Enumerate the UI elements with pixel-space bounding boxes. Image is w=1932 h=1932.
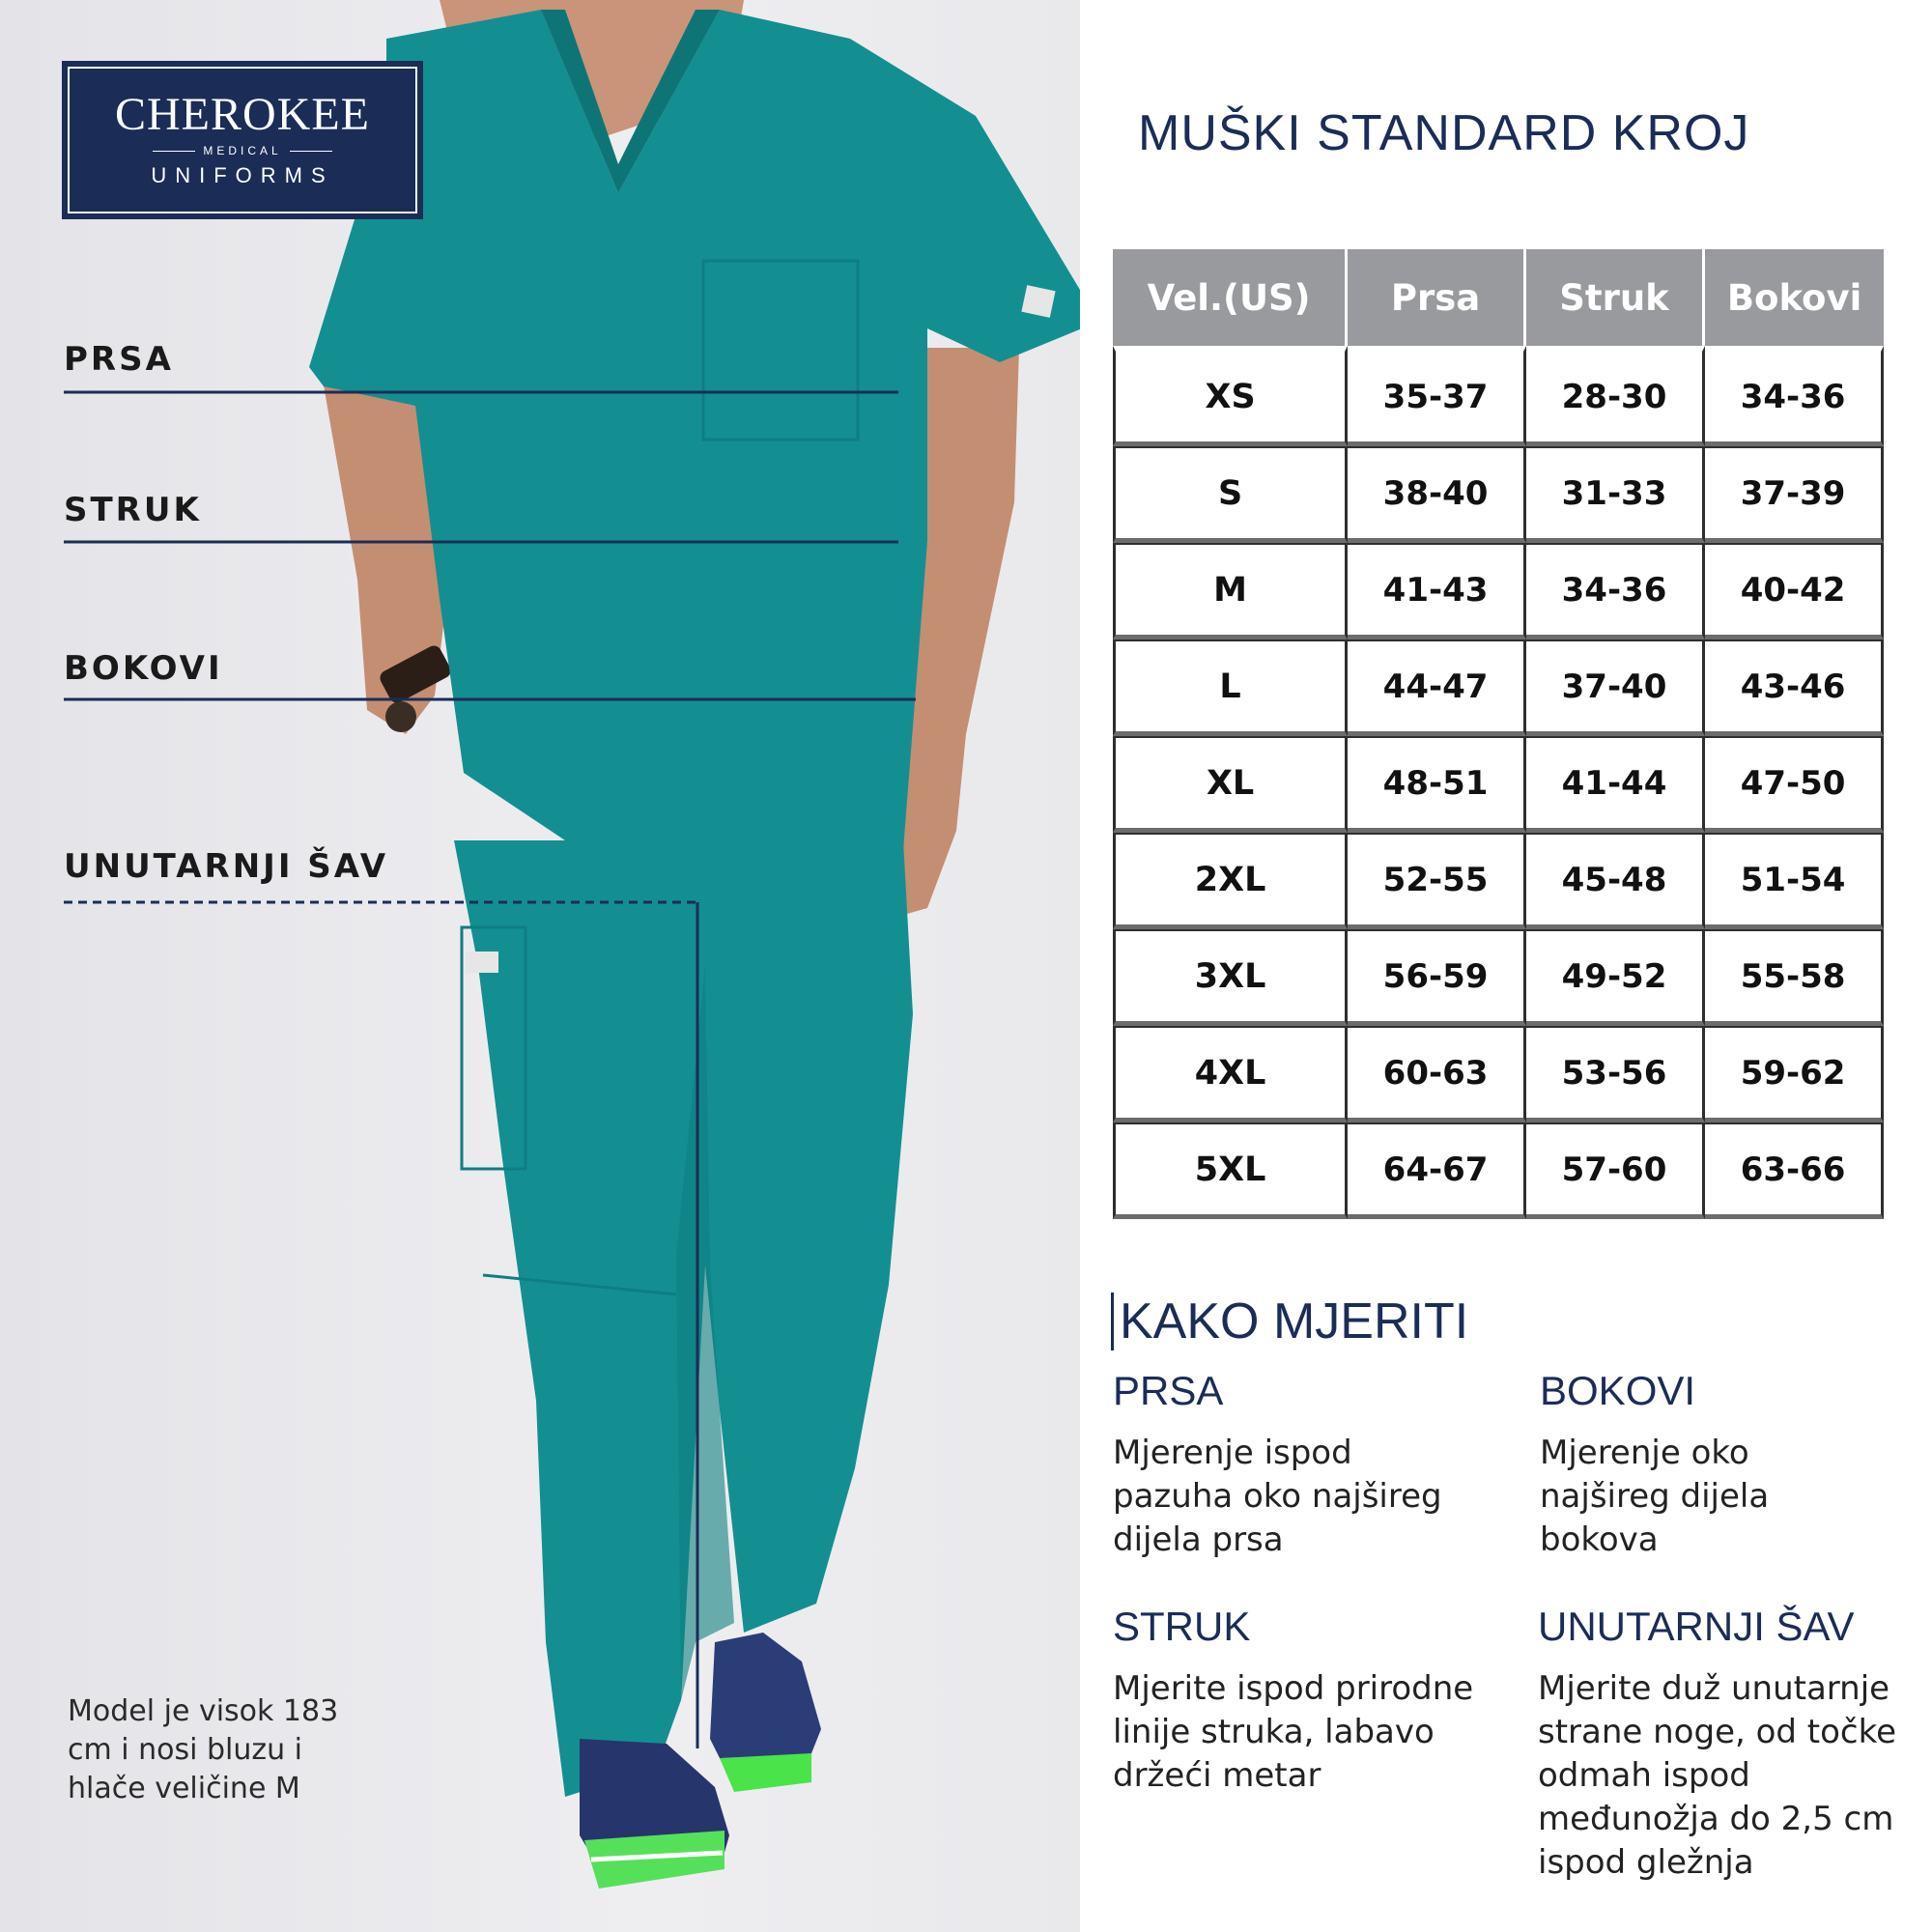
table-cell: 52-55 (1348, 833, 1526, 929)
table-cell: 57-60 (1526, 1122, 1705, 1219)
table-cell: 56-59 (1348, 929, 1526, 1026)
table-cell: 51-54 (1705, 833, 1884, 929)
table-row (1113, 736, 1884, 833)
table-cell: 31-33 (1526, 446, 1705, 543)
table-row (1113, 346, 1884, 446)
table-cell: 37-40 (1526, 639, 1705, 736)
table-cell-size: XL (1113, 736, 1348, 833)
table-cell: 43-46 (1705, 639, 1884, 736)
table-cell: 55-58 (1705, 929, 1884, 1026)
measure-label-bokovi: BOKOVI (64, 649, 223, 688)
table-cell: 28-30 (1526, 346, 1705, 446)
how-to-struk (1113, 1602, 1499, 1798)
logo-sub: MEDICAL (203, 144, 282, 157)
how-to-bokovi-heading: BOKOVI (1540, 1368, 1696, 1413)
table-cell: 41-44 (1526, 736, 1705, 833)
column-header: Bokovi (1705, 249, 1884, 346)
how-to-prsa-text: Mjerenje ispod pazuha oko najšireg dijela prsa (1113, 1434, 1442, 1559)
measure-label-prsa: PRSA (64, 340, 174, 379)
how-to-struk-heading: STRUK (1113, 1604, 1251, 1649)
table-cell-size: L (1113, 639, 1348, 736)
how-to-struk-text: Mjerite ispod prirodne linije struka, labavo držeći metar (1113, 1669, 1474, 1795)
table-cell: 60-63 (1348, 1026, 1526, 1122)
table-cell: 45-48 (1526, 833, 1705, 929)
size-table (1113, 249, 1884, 1219)
table-row (1113, 1026, 1884, 1122)
table-header-row (1113, 249, 1884, 346)
measure-label-struk: STRUK (64, 491, 202, 529)
model-note: Model je visok 183 cm i nosi bluzu i hlače veličine M (68, 1694, 339, 1805)
column-header: Struk (1526, 249, 1705, 346)
column-header: Prsa (1348, 249, 1526, 346)
table-cell: 44-47 (1348, 639, 1526, 736)
logo-brand: CHEROKEE (115, 89, 370, 140)
how-to-bokovi-text: Mjerenje oko najšireg dijela bokova (1540, 1434, 1770, 1559)
table-cell: 48-51 (1348, 736, 1526, 833)
table-cell-size: XS (1113, 346, 1348, 446)
table-cell: 64-67 (1348, 1122, 1526, 1219)
cherokee-logo (62, 61, 423, 219)
how-to-prsa-heading: PRSA (1113, 1368, 1224, 1413)
table-row (1113, 543, 1884, 639)
table-cell-size: 5XL (1113, 1122, 1348, 1219)
how-to-measure-title: KAKO MJERITI (1111, 1293, 1468, 1350)
table-cell: 59-62 (1705, 1026, 1884, 1122)
table-cell: 49-52 (1526, 929, 1705, 1026)
table-cell-size: 3XL (1113, 929, 1348, 1026)
table-row (1113, 833, 1884, 929)
table-cell-size: 2XL (1113, 833, 1348, 929)
table-cell: 34-36 (1705, 346, 1884, 446)
how-to-unutarnji-heading: UNUTARNJI ŠAV (1538, 1604, 1855, 1649)
how-to-prsa (1113, 1366, 1480, 1562)
how-to-bokovi (1540, 1366, 1830, 1562)
table-cell: 41-43 (1348, 543, 1526, 639)
page-title: MUŠKI STANDARD KROJ (1138, 105, 1750, 161)
logo-line: UNIFORMS (151, 163, 334, 187)
table-cell-size: M (1113, 543, 1348, 639)
table-cell: 53-56 (1526, 1026, 1705, 1122)
column-header: Vel.(US) (1113, 249, 1348, 346)
table-cell: 35-37 (1348, 346, 1526, 446)
table-cell-size: S (1113, 446, 1348, 543)
table-cell: 63-66 (1705, 1122, 1884, 1219)
table-cell: 37-39 (1705, 446, 1884, 543)
table-cell: 34-36 (1526, 543, 1705, 639)
table-cell-size: 4XL (1113, 1026, 1348, 1122)
measure-label-unutarnji: UNUTARNJI ŠAV (64, 847, 389, 886)
table-row (1113, 929, 1884, 1026)
how-to-unutarnji-text: Mjerite duž unutarnje strane noge, od točke odmah ispod međunožja do 2,5 cm ispod gležnja (1538, 1669, 1897, 1882)
table-cell: 38-40 (1348, 446, 1526, 543)
table-cell: 40-42 (1705, 543, 1884, 639)
table-row (1113, 1122, 1884, 1219)
table-cell: 47-50 (1705, 736, 1884, 833)
table-row (1113, 639, 1884, 736)
table-row (1113, 446, 1884, 543)
how-to-unutarnji (1538, 1602, 1905, 1885)
